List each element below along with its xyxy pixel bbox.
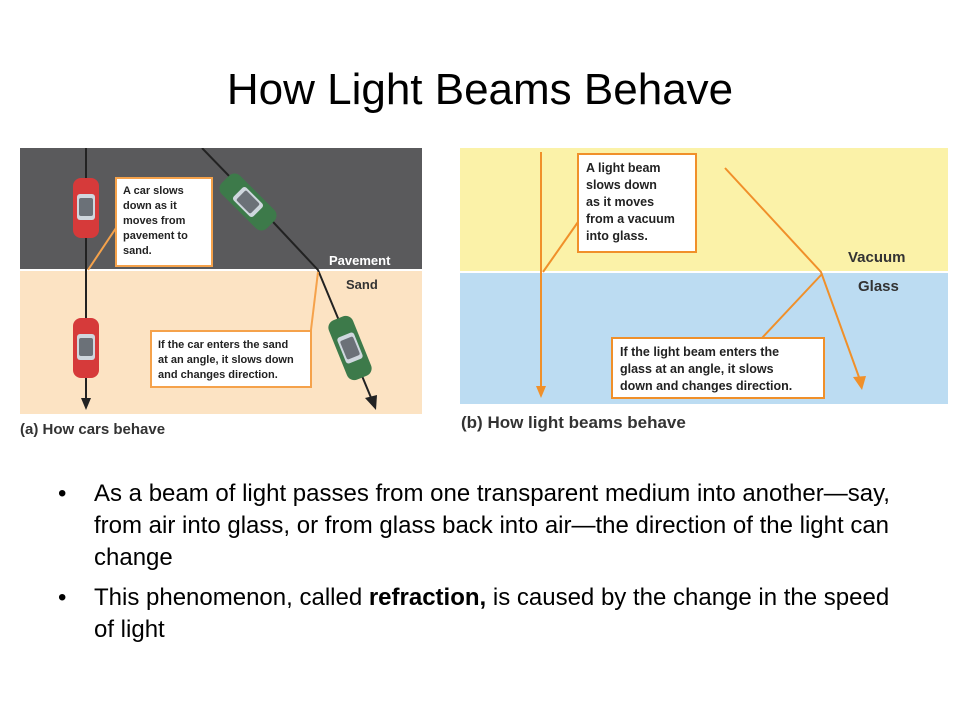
caption-a [20,421,165,438]
bullet-glyph: • [58,584,67,611]
caption-tag: (b) [461,413,483,432]
callout-text-bottom: If the light beam enters the glass at an angle, it slows down and changes direction. [620,345,793,393]
bullet-text-post: is caused by the change in the speed of light [94,584,890,643]
light-diagram [460,148,948,404]
bullet-item [58,582,908,646]
slide-title: How Light Beams Behave [226,65,734,114]
callout-text-bottom: If the car enters the sand at an angle, it slows down and changes direction. [158,339,294,381]
bullet-text-pre: This phenomenon, called [94,584,369,611]
caption-text: How light beams behave [487,413,686,432]
caption-text: How cars behave [42,421,166,438]
bullet-term: refraction, [368,584,487,611]
caption-b [461,413,686,433]
pavement-label: Pavement [329,253,391,268]
vacuum-label: Vacuum [848,249,906,266]
callout-text-top: A light beam slows down as it moves from a vacuum into glass. [586,161,675,243]
bullet-item [58,478,908,574]
bullet-list [58,478,908,654]
bullet-glyph: • [58,480,67,507]
glass-label: Glass [858,278,899,295]
red-car-icon [73,318,99,378]
callout-text-top: A car slows down as it moves from pavement to sand. [123,185,188,257]
caption-tag: (a) [20,421,39,438]
sand-label: Sand [346,277,378,292]
bullet-text: As a beam of light passes from one transparent medium into another—say, from air into glass, or from glass back into air—the direction of the light can change [94,480,890,571]
cars-diagram [20,148,422,414]
red-car-icon [73,178,99,238]
